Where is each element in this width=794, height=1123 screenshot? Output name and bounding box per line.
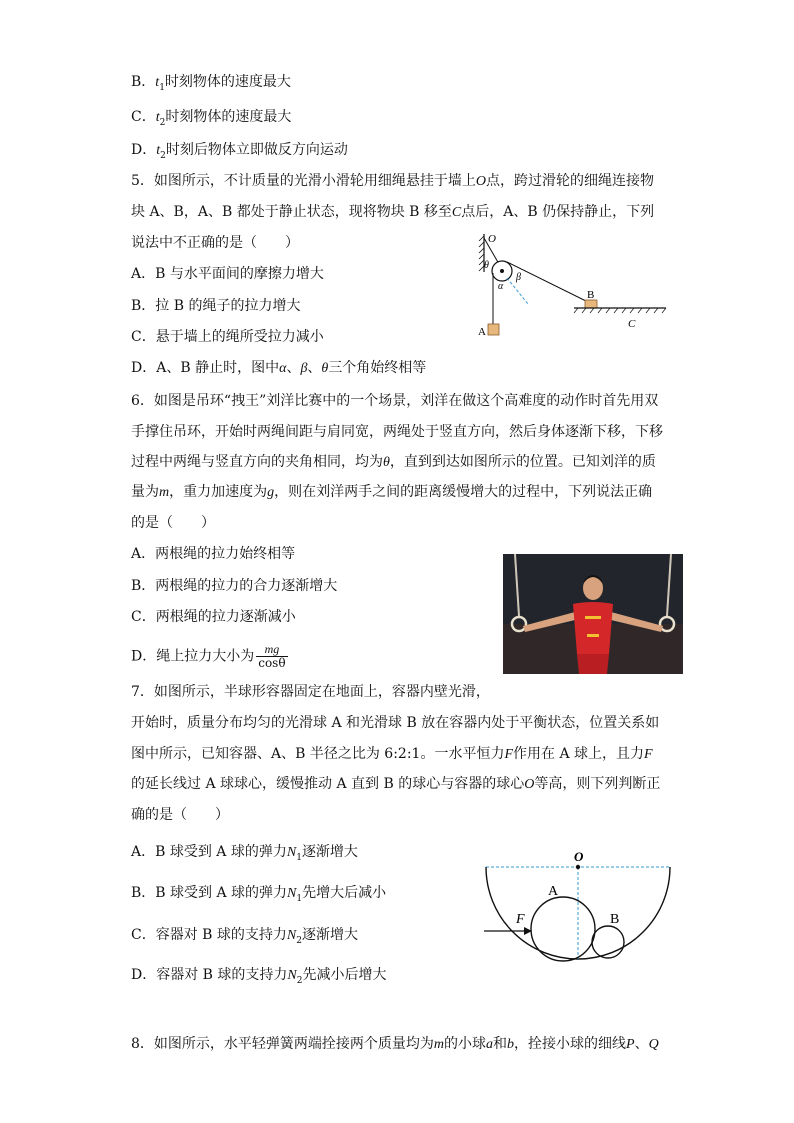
pulley-axle <box>500 269 504 273</box>
q7-bowl-figure <box>478 845 678 970</box>
label-b: B <box>587 289 595 301</box>
center-point-o <box>576 865 580 869</box>
q7-stem-line4: 的延长线过 A 球球心，缓慢推动 A 直到 B 的球心与容器的球心O等高，则下列判断正 <box>131 776 661 792</box>
ball-b <box>592 926 624 958</box>
q8-stem-line1: 8．如图所示，水平轻弹簧两端拴接两个质量均为m的小球a和b，拴接小球的细线P、Q <box>131 1036 659 1052</box>
block-a <box>488 324 499 335</box>
label-theta: θ <box>484 260 489 271</box>
label-a: A <box>478 326 486 338</box>
ball-a <box>531 897 595 961</box>
label-beta: β <box>516 272 521 283</box>
q6-option-c: C．两根绳的拉力逐渐减小 <box>131 609 296 625</box>
q5-stem-line2: 块 A、B，A、B 都处于静止状态，现将物块 B 移至C点后，A、B 仍保持静止，下列 <box>131 204 655 220</box>
q5-stem-line3: 说法中不正确的是（ ） <box>131 235 299 251</box>
q5-stem-line1: 5．如图所示，不计质量的光滑小滑轮用细绳悬挂于墙上O点，跨过滑轮的细绳连接物 <box>131 173 655 189</box>
q4-option-d: D．$t_2$时刻后物体立即做反方向运动 <box>131 142 348 161</box>
q6-stem-line1: 6．如图是吊环“拽王”刘洋比赛中的一个场景，刘洋在做这个高难度的动作时首先用双 <box>131 393 659 409</box>
gymnast-illustration <box>503 554 683 674</box>
q7-option-b: B．B 球受到 A 球的弹力$N_1$先增大后减小 <box>131 885 387 904</box>
label-b: B <box>610 912 620 927</box>
label-a: A <box>548 884 559 899</box>
q7-option-a: A．B 球受到 A 球的弹力$N_1$逐渐增大 <box>131 844 358 863</box>
q7-option-d: D．容器对 B 球的支持力$N_2$先减小后增大 <box>131 967 387 986</box>
q5-pulley-figure <box>470 228 700 343</box>
q7-stem-line5: 确的是（ ） <box>131 807 229 823</box>
q4-option-c: C．$t_2$时刻物体的速度最大 <box>131 109 292 128</box>
q6-stem-line2: 手撑住吊环，开始时两绳间距与肩同宽，两绳处于竖直方向，然后身体逐渐下移，下移 <box>131 424 663 440</box>
q5-option-a: A．B 与水平面间的摩擦力增大 <box>131 266 324 282</box>
q6-stem-line3: 过程中两绳与竖直方向的夹角相同，均为θ，直到到达如图所示的位置。已知刘洋的质 <box>131 454 656 470</box>
gymnast-rings-photo <box>503 554 683 674</box>
q7-stem-line2: 开始时，质量分布均匀的光滑球 A 和光滑球 B 放在容器内处于平衡状态，位置关系如 <box>131 715 660 731</box>
label-c: C <box>628 318 636 330</box>
fraction-mg-over-cos: $\frac{mg}{\cos\theta}$ <box>258 642 286 670</box>
q6-option-d: D．绳上拉力大小为 $\frac{mg}{\cos\theta}$ <box>131 642 286 670</box>
q7-option-c: C．容器对 B 球的支持力$N_2$逐渐增大 <box>131 927 358 946</box>
label-alpha: α <box>498 281 504 292</box>
q6-stem-line4: 量为m，重力加速度为g，则在刘洋两手之间的距离缓慢增大的过程中，下列说法正确 <box>131 484 653 500</box>
q7-stem-line1: 7．如图所示，半球形容器固定在地面上，容器内壁光滑， <box>131 684 490 700</box>
q5-option-c: C．悬于墙上的绳所受拉力减小 <box>131 329 324 345</box>
q4-option-b: B．$t_1$时刻物体的速度最大 <box>131 74 291 93</box>
label-f: F <box>516 912 525 927</box>
block-b <box>585 300 597 308</box>
ground-hatching <box>574 308 666 313</box>
q5-option-d: D．A、B 静止时，图中α、β、θ三个角始终相等 <box>131 360 427 376</box>
label-o: O <box>574 849 584 864</box>
q6-option-b: B．两根绳的拉力的合力逐渐增大 <box>131 578 338 594</box>
q6-stem-line5: 的是（ ） <box>131 515 215 531</box>
label-o: O <box>488 233 496 245</box>
q6-option-a: A．两根绳的拉力始终相等 <box>131 546 296 562</box>
q7-stem-line3: 图中所示，已知容器、A、B 半径之比为 6:2:1。一水平恒力F作用在 A 球上，且力F <box>131 746 653 762</box>
q5-option-b: B．拉 B 的绳子的拉力增大 <box>131 298 301 314</box>
